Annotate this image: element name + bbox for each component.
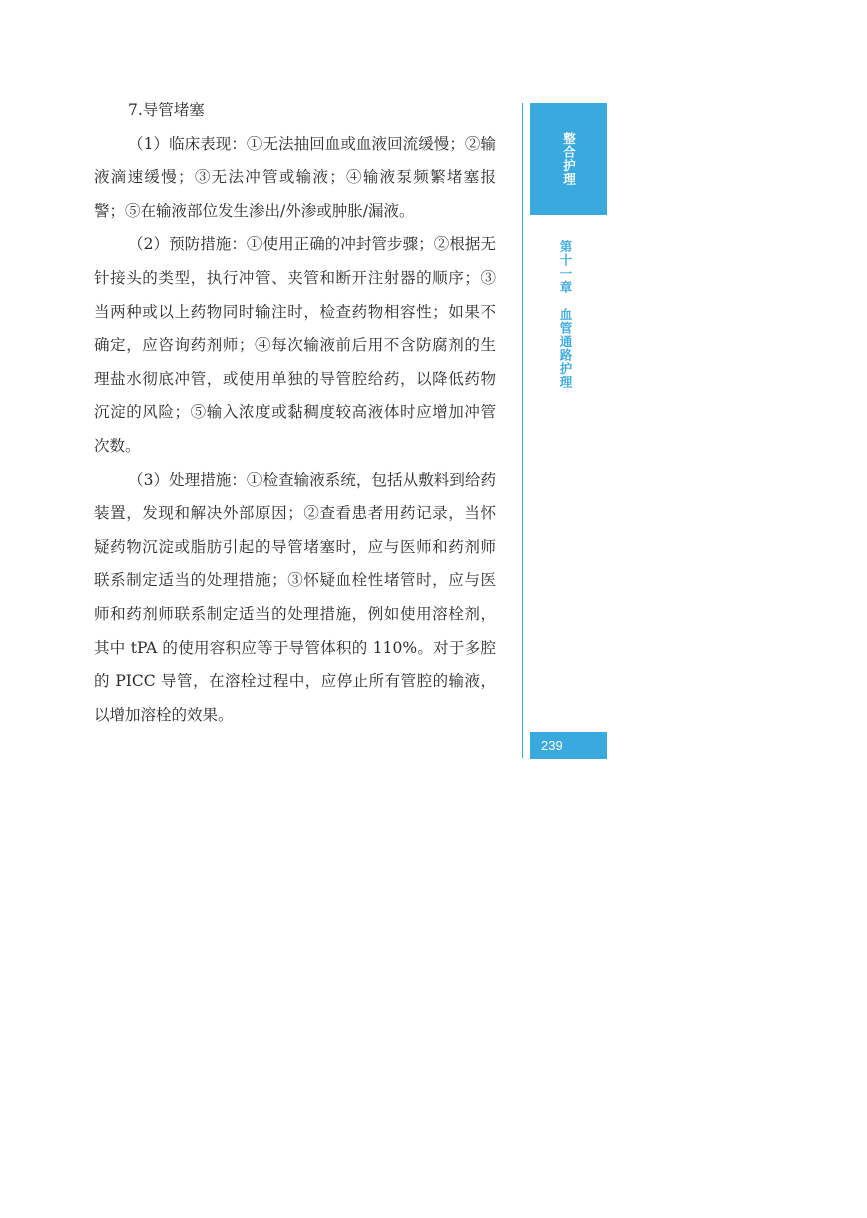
body-text [94, 94, 496, 732]
chapter-number: 第十一章 [558, 240, 573, 294]
paragraph-prevention-measures: （2）预防措施：①使用正确的冲封管步骤；②根据无针接头的类型，执行冲管、夹管和断开注射器的顺序；③当两种或以上药物同时输注时，检查药物相容性；如果不确定，应咨询药剂师；④每次输液前后用不含防腐剂的生理盐水彻底冲管，或使用单独的导管腔给药，以降低药物沉淀的风险；⑤输入浓度或黏稠度较高液体时应增加冲管次数。 [94, 235, 496, 455]
section-tab [530, 103, 607, 215]
page-number: 239 [530, 732, 607, 759]
section-tab-label: 整合护理 [561, 132, 577, 186]
paragraph-clinical-manifestations: （1）临床表现：①无法抽回血或血液回流缓慢；②输液滴速缓慢；③无法冲管或输液；④输液泵频繁堵塞报警；⑤在输液部位发生渗出/外渗或肿胀/漏液。 [94, 134, 496, 220]
chapter-title: 血管通路护理 [558, 308, 573, 389]
sidebar-divider [522, 103, 523, 758]
paragraph-treatment-measures: （3）处理措施：①检查输液系统，包括从敷料到给药装置，发现和解决外部原因；②查看患者用药记录，当怀疑药物沉淀或脂肪引起的导管堵塞时，应与医师和药剂师联系制定适当的处理措施；③怀疑血栓性堵管时，应与医师和药剂师联系制定适当的处理措施，例如使用溶栓剂，其中 tPA 的使用容积应等于导管体积的 110%。对于多腔的 PICC 导管，在溶栓过程中，应停止所有管腔的输液，以增加溶栓的效果。 [94, 470, 496, 724]
chapter-label [556, 240, 574, 389]
section-heading: 7.导管堵塞 [128, 101, 205, 119]
